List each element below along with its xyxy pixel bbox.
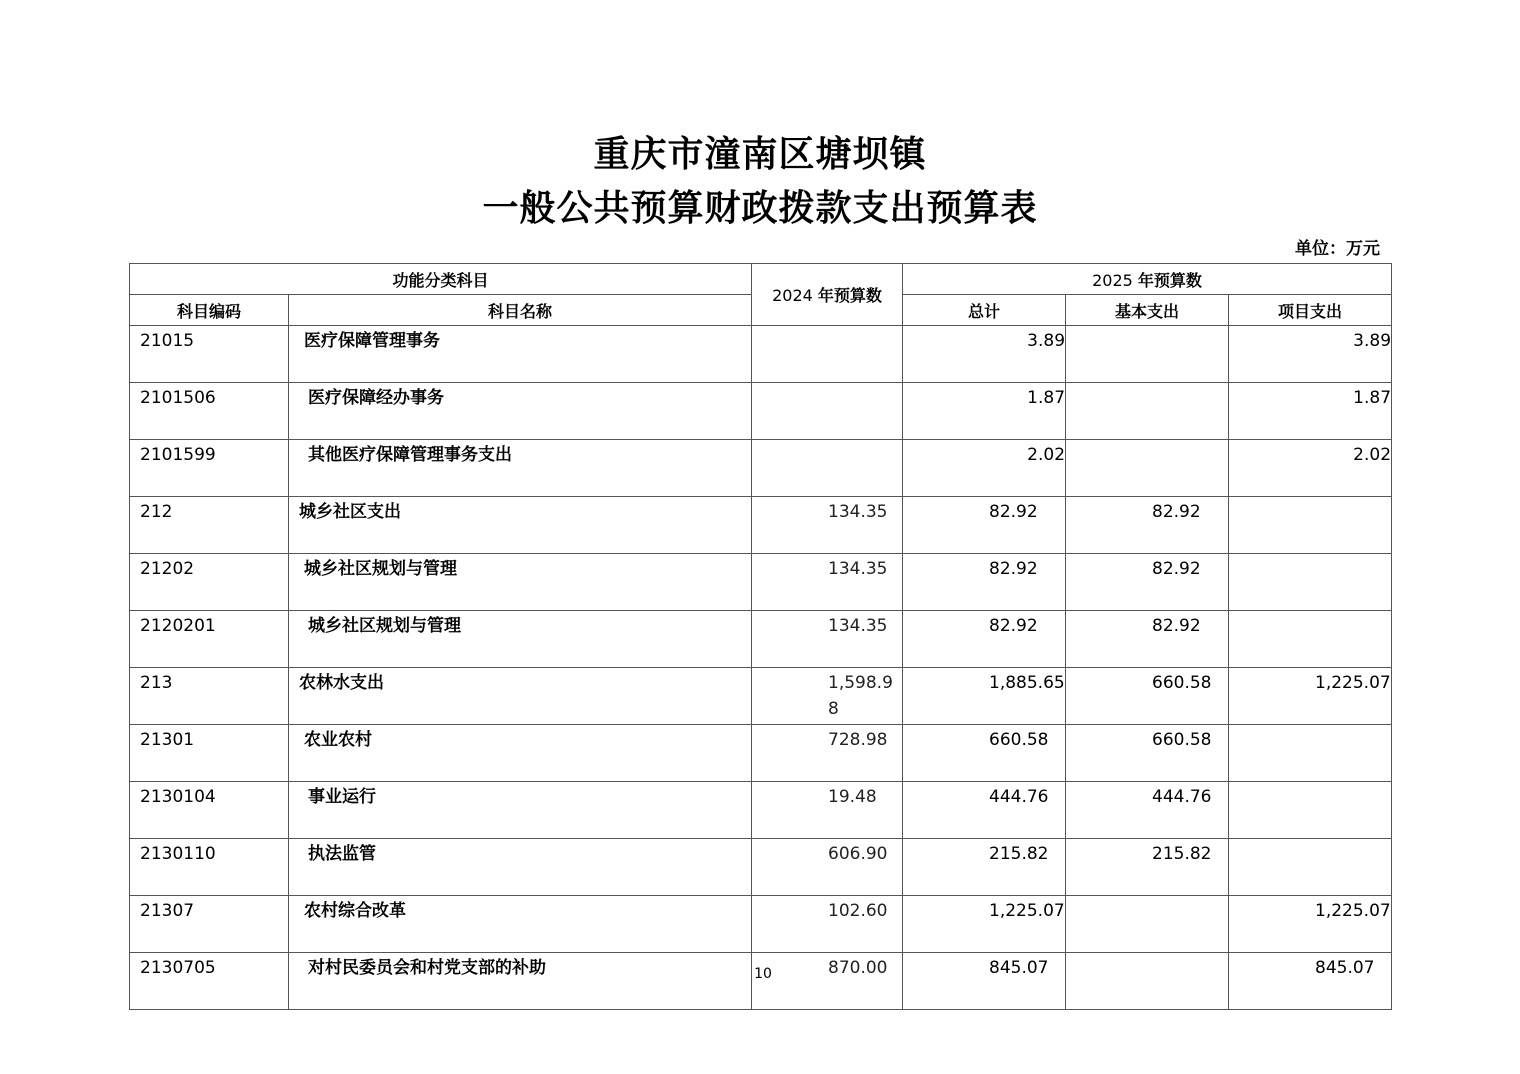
cell-code: 21202 xyxy=(130,554,289,611)
cell-total xyxy=(903,668,1066,725)
cell-basic-value: 82.92 xyxy=(1152,616,1201,636)
cell-2024-budget-value: 19.48 xyxy=(828,787,877,807)
cell-name: 执法监管 xyxy=(289,839,752,896)
cell-basic-value: 444.76 xyxy=(1152,787,1212,807)
table-row xyxy=(130,839,1392,896)
cell-total xyxy=(903,839,1066,896)
cell-project xyxy=(1229,383,1392,440)
cell-name: 农村综合改革 xyxy=(289,896,752,953)
cell-code: 2130110 xyxy=(130,839,289,896)
cell-basic xyxy=(1066,896,1229,953)
cell-total-value: 82.92 xyxy=(989,502,1038,522)
cell-2024-budget xyxy=(752,896,903,953)
table-row xyxy=(130,668,1392,725)
cell-basic xyxy=(1066,383,1229,440)
cell-name: 事业运行 xyxy=(289,782,752,839)
cell-total xyxy=(903,896,1066,953)
cell-basic xyxy=(1066,611,1229,668)
cell-code: 212 xyxy=(130,497,289,554)
cell-name: 城乡社区规划与管理 xyxy=(289,611,752,668)
table-row xyxy=(130,782,1392,839)
header-2025-budget xyxy=(903,264,1392,295)
cell-code: 213 xyxy=(130,668,289,725)
cell-2024-budget xyxy=(752,383,903,440)
cell-basic-value: 660.58 xyxy=(1152,673,1212,693)
cell-code: 2130104 xyxy=(130,782,289,839)
header-name: 科目名称 xyxy=(289,295,752,326)
cell-project xyxy=(1229,326,1392,383)
header-2025-year: 2025 xyxy=(1092,270,1133,290)
cell-code: 2101599 xyxy=(130,440,289,497)
cell-basic-value: 82.92 xyxy=(1152,559,1201,579)
cell-total-value: 3.89 xyxy=(1027,331,1066,351)
table-row xyxy=(130,497,1392,554)
cell-total xyxy=(903,440,1066,497)
cell-2024-budget-value: 134.35 xyxy=(828,502,888,522)
cell-project xyxy=(1229,839,1392,896)
cell-2024-budget-value: 870.00 xyxy=(828,958,888,978)
cell-project xyxy=(1229,497,1392,554)
cell-project xyxy=(1229,554,1392,611)
cell-total xyxy=(903,725,1066,782)
cell-name: 医疗保障管理事务 xyxy=(289,326,752,383)
page-title-line2: 一般公共预算财政拨款支出预算表 xyxy=(482,187,1038,229)
cell-basic xyxy=(1066,497,1229,554)
cell-project xyxy=(1229,668,1392,725)
header-2025-label: 年预算数 xyxy=(1137,270,1202,290)
cell-project-value: 1,225.07 xyxy=(1315,673,1391,693)
header-basic: 基本支出 xyxy=(1066,295,1229,326)
cell-basic-value: 660.58 xyxy=(1152,730,1212,750)
cell-total xyxy=(903,782,1066,839)
cell-total xyxy=(903,611,1066,668)
unit-label: 单位：万元 xyxy=(1295,239,1380,259)
cell-basic xyxy=(1066,725,1229,782)
cell-total-value: 2.02 xyxy=(1027,445,1066,465)
cell-2024-budget xyxy=(752,839,903,896)
cell-total-value: 215.82 xyxy=(989,844,1049,864)
cell-total xyxy=(903,554,1066,611)
cell-basic xyxy=(1066,326,1229,383)
cell-basic-value: 215.82 xyxy=(1152,844,1212,864)
page-title-line1: 重庆市潼南区塘坝镇 xyxy=(593,133,927,175)
cell-total-value: 444.76 xyxy=(989,787,1049,807)
cell-basic xyxy=(1066,839,1229,896)
cell-basic xyxy=(1066,668,1229,725)
cell-2024-budget xyxy=(752,326,903,383)
cell-basic xyxy=(1066,440,1229,497)
cell-name: 农林水支出 xyxy=(289,668,752,725)
table-row xyxy=(130,896,1392,953)
cell-project-value: 2.02 xyxy=(1353,445,1392,465)
cell-2024-budget-value: 728.98 xyxy=(828,730,888,750)
cell-basic xyxy=(1066,782,1229,839)
cell-2024-budget-value: 102.60 xyxy=(828,901,888,921)
cell-2024-budget-value: 606.90 xyxy=(828,844,888,864)
cell-total xyxy=(903,383,1066,440)
cell-total-value: 82.92 xyxy=(989,559,1038,579)
cell-code: 2101506 xyxy=(130,383,289,440)
cell-2024-budget xyxy=(752,668,903,725)
table-row xyxy=(130,554,1392,611)
cell-total-value: 1,885.65 xyxy=(989,673,1065,693)
cell-total-value: 1,225.07 xyxy=(989,901,1065,921)
header-2024-year: 2024 xyxy=(772,286,813,305)
cell-project xyxy=(1229,782,1392,839)
cell-project xyxy=(1229,725,1392,782)
cell-total-value: 845.07 xyxy=(989,958,1049,978)
cell-name: 医疗保障经办事务 xyxy=(289,383,752,440)
cell-code: 21307 xyxy=(130,896,289,953)
cell-code: 2120201 xyxy=(130,611,289,668)
cell-name: 城乡社区规划与管理 xyxy=(289,554,752,611)
header-2024-label: 年预算数 xyxy=(817,286,882,305)
cell-project-value: 1,225.07 xyxy=(1315,901,1391,921)
cell-project xyxy=(1229,896,1392,953)
header-total: 总计 xyxy=(903,295,1066,326)
cell-total xyxy=(903,326,1066,383)
cell-code: 2130705 xyxy=(130,953,289,1010)
table-row xyxy=(130,725,1392,782)
cell-2024-budget-value: 1,598.98 xyxy=(828,673,893,719)
cell-total-value: 1.87 xyxy=(1027,388,1066,408)
cell-2024-budget xyxy=(752,554,903,611)
cell-project xyxy=(1229,440,1392,497)
cell-2024-budget xyxy=(752,725,903,782)
cell-2024-budget xyxy=(752,497,903,554)
cell-basic-value: 82.92 xyxy=(1152,502,1201,522)
table-row xyxy=(130,440,1392,497)
cell-2024-budget xyxy=(752,440,903,497)
table-row xyxy=(130,383,1392,440)
cell-2024-budget-value: 134.35 xyxy=(828,616,888,636)
cell-total-value: 660.58 xyxy=(989,730,1049,750)
header-2024-budget xyxy=(752,264,903,326)
cell-total xyxy=(903,497,1066,554)
cell-code: 21301 xyxy=(130,725,289,782)
cell-project-value: 3.89 xyxy=(1353,331,1392,351)
cell-project-value: 1.87 xyxy=(1353,388,1392,408)
page-number: 10 xyxy=(754,966,772,982)
cell-project-value: 845.07 xyxy=(1315,958,1375,978)
cell-2024-budget xyxy=(752,611,903,668)
cell-project xyxy=(1229,611,1392,668)
header-code: 科目编码 xyxy=(130,295,289,326)
cell-name: 农业农村 xyxy=(289,725,752,782)
cell-total-value: 82.92 xyxy=(989,616,1038,636)
cell-code: 21015 xyxy=(130,326,289,383)
table-row xyxy=(130,326,1392,383)
header-row-1 xyxy=(130,264,1392,295)
cell-name: 对村民委员会和村党支部的补助 xyxy=(289,953,752,1010)
cell-name: 其他医疗保障管理事务支出 xyxy=(289,440,752,497)
cell-2024-budget xyxy=(752,782,903,839)
table-body xyxy=(130,326,1392,1010)
cell-basic xyxy=(1066,554,1229,611)
budget-table xyxy=(129,263,1392,1010)
header-func-class: 功能分类科目 xyxy=(130,264,752,295)
cell-name: 城乡社区支出 xyxy=(289,497,752,554)
header-project: 项目支出 xyxy=(1229,295,1392,326)
table-row xyxy=(130,611,1392,668)
cell-2024-budget-value: 134.35 xyxy=(828,559,888,579)
